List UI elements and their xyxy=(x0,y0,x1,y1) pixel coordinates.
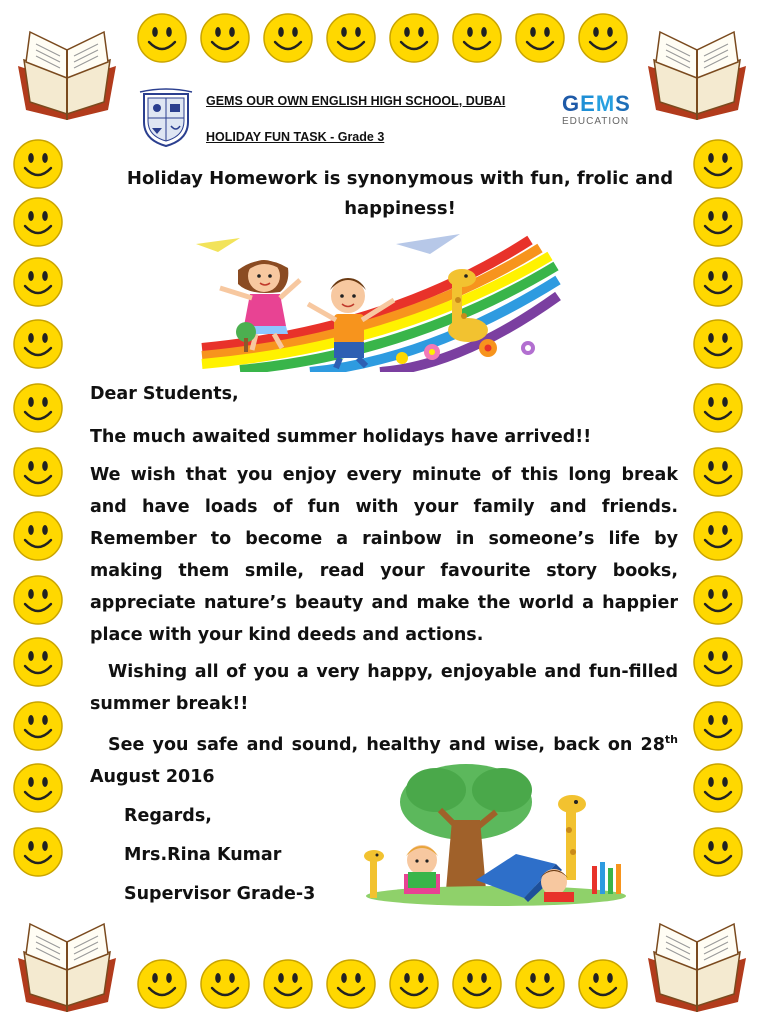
gems-letter-m: M xyxy=(595,91,616,116)
smiley-face-icon xyxy=(12,826,64,878)
signatory-role: Supervisor Grade-3 xyxy=(124,884,316,904)
gems-logo-word xyxy=(562,92,634,116)
letter-paragraph-wishes: We wish that you enjoy every minute of this long break and have loads of fun with your family and friends. Remember to become a rainbow in someone’s life by making them smile, read your favourite story books, appreciate nature’s beauty and make the world a happier place with your kind deeds and actions. xyxy=(90,465,678,645)
smiley-face-icon xyxy=(262,12,314,64)
smiley-face-icon xyxy=(451,958,503,1010)
smiley-face-icon xyxy=(692,826,744,878)
smiley-face-icon xyxy=(514,12,566,64)
kids-reading-illustration xyxy=(356,760,632,908)
date-ordinal-suffix: th xyxy=(664,733,678,747)
smiley-face-icon xyxy=(262,958,314,1010)
smiley-face-icon xyxy=(388,958,440,1010)
open-book-icon xyxy=(8,6,126,124)
gems-education-logo xyxy=(562,92,634,134)
kids-rainbow-illustration xyxy=(190,230,562,372)
smiley-face-icon xyxy=(12,446,64,498)
closing-regards: Regards, xyxy=(124,806,212,826)
school-crest-icon xyxy=(138,88,194,150)
smiley-face-icon xyxy=(12,382,64,434)
gems-letter-g: G xyxy=(562,91,581,116)
smiley-face-icon xyxy=(12,636,64,688)
return-date-month: August 2016 xyxy=(90,767,215,787)
gems-letter-e: E xyxy=(580,91,596,116)
smiley-face-icon xyxy=(136,12,188,64)
smiley-face-icon xyxy=(451,12,503,64)
open-book-icon xyxy=(638,898,756,1016)
signatory-name: Mrs.Rina Kumar xyxy=(124,845,282,865)
gems-logo-subtext: EDUCATION xyxy=(562,116,630,126)
gems-letter-s: S xyxy=(615,91,631,116)
smiley-face-icon xyxy=(692,382,744,434)
smiley-face-icon xyxy=(692,762,744,814)
smiley-face-icon xyxy=(692,318,744,370)
letter-paragraph-happy-break: Wishing all of you a very happy, enjoyable and fun-filled summer break!! xyxy=(90,662,678,714)
smiley-face-icon xyxy=(199,12,251,64)
open-book-icon xyxy=(8,898,126,1016)
letter-line-arrived: The much awaited summer holidays have arrived!! xyxy=(90,427,592,447)
smiley-face-icon xyxy=(12,138,64,190)
smiley-face-icon xyxy=(12,700,64,752)
task-title: HOLIDAY FUN TASK - Grade 3 xyxy=(206,130,385,144)
smiley-face-icon xyxy=(325,12,377,64)
letter-salutation: Dear Students, xyxy=(90,384,239,404)
smiley-face-icon xyxy=(577,12,629,64)
smiley-face-icon xyxy=(514,958,566,1010)
smiley-face-icon xyxy=(12,574,64,626)
smiley-face-icon xyxy=(692,700,744,752)
smiley-face-icon xyxy=(12,318,64,370)
smiley-face-icon xyxy=(388,12,440,64)
smiley-face-icon xyxy=(12,510,64,562)
page-headline: Holiday Homework is synonymous with fun, frolic and happiness! xyxy=(126,168,674,219)
return-date-text: See you safe and sound, healthy and wise, back on 28 xyxy=(108,735,665,755)
smiley-face-icon xyxy=(136,958,188,1010)
smiley-face-icon xyxy=(12,256,64,308)
smiley-face-icon xyxy=(325,958,377,1010)
smiley-face-icon xyxy=(12,762,64,814)
smiley-face-icon xyxy=(692,138,744,190)
smiley-face-icon xyxy=(692,256,744,308)
smiley-face-icon xyxy=(577,958,629,1010)
smiley-face-icon xyxy=(692,510,744,562)
smiley-face-icon xyxy=(692,446,744,498)
school-name: GEMS OUR OWN ENGLISH HIGH SCHOOL, DUBAI xyxy=(206,94,506,108)
open-book-icon xyxy=(638,6,756,124)
smiley-face-icon xyxy=(692,196,744,248)
smiley-face-icon xyxy=(692,574,744,626)
smiley-face-icon xyxy=(12,196,64,248)
smiley-face-icon xyxy=(692,636,744,688)
smiley-face-icon xyxy=(199,958,251,1010)
